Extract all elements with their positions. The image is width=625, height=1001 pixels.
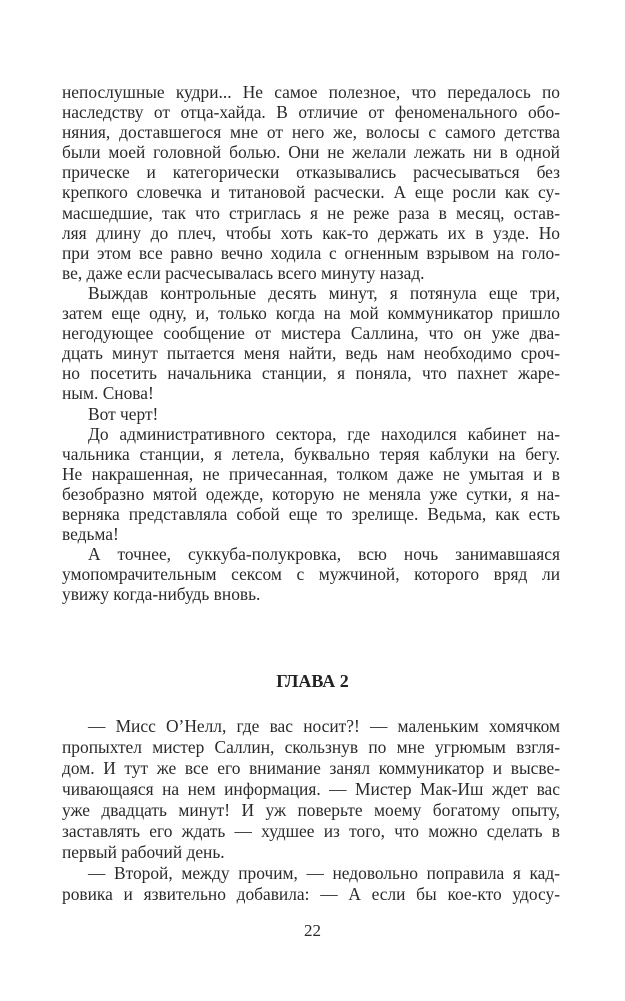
text-line: но посетить начальника станции, я поняла, что пахнет жаре- xyxy=(62,363,560,384)
text-line: — Мисс О’Нелл, где вас носит?! — маленьким хомячком xyxy=(88,716,560,736)
text-line: уже двадцать минут! И уж поверьте моему богатому опыту, xyxy=(62,800,560,820)
paragraph xyxy=(62,863,560,905)
text-line: Вот черт! xyxy=(88,403,159,424)
text-line: безобразно мятой одежде, которую не меняла уже сутки, я на- xyxy=(62,483,560,504)
text-line: ным. Снова! xyxy=(62,383,154,404)
text-line: — Второй, между прочим, — недовольно поправила я кад- xyxy=(88,863,560,883)
text-line: чальника станции, я летела, буквально теряя каблуки на бегу. xyxy=(62,443,560,464)
text-line: Не накрашенная, не причесанная, толком даже не умытая и в xyxy=(62,463,560,484)
text-line: ве, даже если расчесывалась всего минуту назад. xyxy=(62,262,425,283)
text-line: дом. И тут же все его внимание занял коммуникатор и высве- xyxy=(62,758,560,778)
text-line: ровика и язвительно добавила: — А если бы кое-кто удосу- xyxy=(62,884,560,904)
body-text-top xyxy=(62,82,560,604)
text-line: няния, доставшегося мне от него же, волосы с самого детства xyxy=(62,122,560,143)
text-line: заставлять его ждать — худшее из того, что можно сделать в xyxy=(62,821,560,841)
text-line: затем еще одну, и, только когда на мой коммуникатор пришло xyxy=(62,303,560,324)
text-line: Выждав контрольные десять минут, я потянула еще три, xyxy=(88,282,560,303)
text-line: крепкого словечка и титановой расчески. А еще росли как су- xyxy=(62,182,560,203)
text-line: прическе и категорически отказывались расчесываться без xyxy=(62,162,560,183)
paragraph xyxy=(62,544,560,604)
paragraph xyxy=(62,404,560,424)
paragraph xyxy=(62,82,560,283)
text-line: при этом все равно вечно ходила с огненным взрывом на голо- xyxy=(62,242,560,263)
text-line: масшедшие, так что стриглась я не реже раза в месяц, остав- xyxy=(62,202,560,223)
text-line: увижу когда-нибудь вновь. xyxy=(62,584,261,605)
text-line: наследству от отца-хайда. В отличие от феноменального обо- xyxy=(62,102,560,123)
text-line: ведьма! xyxy=(62,524,119,545)
text-line: А точнее, суккуба-полукровка, всю ночь занимавшаяся xyxy=(88,544,560,565)
text-line: дцать минут пытается меня найти, ведь нам необходимо сроч- xyxy=(62,343,560,364)
body-text-chapter-2 xyxy=(62,716,560,905)
chapter-heading: ГЛАВА 2 xyxy=(276,671,349,691)
page-number: 22 xyxy=(304,921,321,940)
text-line: были моей головной болью. Они не желали лежать ни в одной xyxy=(62,142,560,163)
paragraph xyxy=(62,283,560,404)
text-line: верняка представляла собой еще то зрелище. Ведьма, как есть xyxy=(62,503,560,524)
text-line: умопомрачительным сексом с мужчиной, которого вряд ли xyxy=(62,564,560,585)
text-line: первый рабочий день. xyxy=(62,842,225,862)
text-line: пропыхтел мистер Саллин, скользнув по мне угрюмым взгля- xyxy=(62,737,560,757)
paragraph xyxy=(62,424,560,545)
text-line: чивающаяся на нем информация. — Мистер Мак-Иш ждет вас xyxy=(62,779,560,799)
text-line: ляя длину до плеч, чтобы хоть как-то держать их в узде. Но xyxy=(62,222,560,243)
paragraph xyxy=(62,716,560,863)
text-line: непослушные кудри... Не самое полезное, что передалось по xyxy=(62,82,560,102)
text-line: негодующее сообщение от мистера Саллина, что он уже два- xyxy=(62,323,560,344)
text-line: До административного сектора, где находился кабинет на- xyxy=(88,423,560,444)
